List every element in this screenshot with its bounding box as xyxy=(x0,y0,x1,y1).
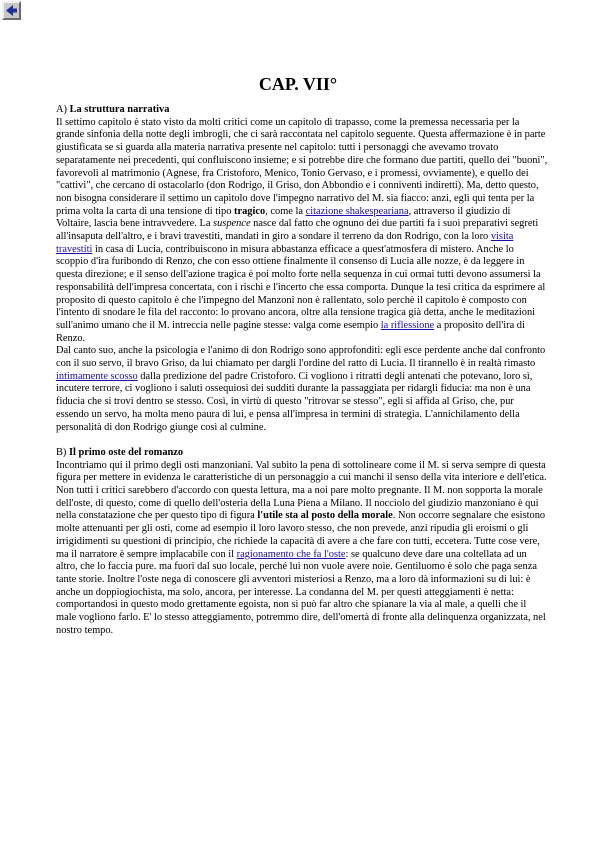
back-arrow-icon xyxy=(5,4,18,17)
text-run: a proposito dell'ira di Renzo. xyxy=(56,319,525,344)
text-run: Dal canto suo, anche la psicologia e l'animo di don Rodrigo sono approfonditi: egli esce perdente anche dal confronto con il suo servo, il bravo Griso, da lui chiamato per dargli l'ordine del ratto di Lucia. Il tirannello è in realtà rimasto xyxy=(56,345,546,370)
page-title: CAP. VII° xyxy=(258,74,338,94)
emphasis-suspence: suspence xyxy=(213,218,251,230)
section-a-heading xyxy=(56,104,548,117)
text-run: nasce dal fatto che ognuno dei due partiti fa i suoi preparativi segreti all'insaputa dell'altro, e i bravi travestiti, mandati in giro a sondare il terreno da don Rodrigo, con la loro xyxy=(56,218,539,243)
text-run: in casa di Lucia, contribuiscono in misura abbastanza efficace a quest'atmosfera di mistero. Anche lo scoppio d'ira furibondo di Renzo, che con esso ottiene finalmente il consenso di Lucia alle nozze, è da leggere in questa direzione; e il senso dell'azione tragica è poi molto forte nella sequenza in cui ormai tutti devono assumersi la responsabilità dell'impresa concertata, con i rischi e l'incerto che essa comporta. Dunque la tesi critica da esprimere al proposito di questo capitolo è che l'impegno del Manzoni non è rallentato, solo perchè il capitolo è composto con l'intento di snodare le fila del racconto: lo provano ancora, oltre alla tensione tragica già detta, anche le meditazioni sull'animo umano che il M. intreccia nelle pagine stesse: valga come esempio xyxy=(56,243,546,331)
section-b-paragraph-1 xyxy=(56,460,548,638)
section-b-letter: B) xyxy=(56,446,67,458)
back-button[interactable] xyxy=(2,1,21,20)
text-run: , come la xyxy=(265,205,306,217)
text-run: , attraverso il giudizio di Voltaire, lascia bene intravvedere. La xyxy=(56,205,511,230)
text-run: dalla predizione del padre Cristoforo. Ci vogliono i ritratti degli antenati che potevano, loro sì, incutere terrore, ci vogliono i saluti ossequiosi dei sudditi durante la passaggiata per ridargli fiducia: ma non è una fiducia che si trovi dentro se stesso. Così, in virtù di questo "ritrovar se stesso", egli si affida al Griso, che, pur essendo un servo, ha molta meno paura di lui, e pensa all'impresa in termini di strategia. L'annichilamento della personalità di don Rodrigo giunge così al culmine. xyxy=(56,370,533,433)
section-a-title: La struttura narrativa xyxy=(69,104,170,115)
link-visita-travestiti[interactable]: visita travestiti xyxy=(56,231,514,255)
link-ragionamento-oste[interactable]: ragionamento che fa l'oste xyxy=(236,548,346,560)
link-la-riflessione[interactable]: la riflessione xyxy=(380,319,435,331)
article-body xyxy=(56,104,548,638)
text-run: : se qualcuno deve dare una coltellata ad un altro, che lo faccia pure. ma fuori dal suo locale, perché lui non vuole avere noie. Gentiluomo è solo che paga senza tante storie. Inoltre l'oste nega di conoscere gli avventori misteriosi a Renzo, ma a loro dà informazioni su di lui: è anche un doppiogiochista, ma solo, ancora, per interesse. La condanna del M. per questi atteggiamenti è netta: comportandosi in questo modo grettamente egoista, non si può far altro che spianare la via al male, a quelli che il male vogliono farlo. E' lo stesso atteggiamento, potremmo dire, dell'omertà di fronte alla delinquenza organizzata, nel nostro tempo. xyxy=(56,548,546,636)
text-run: Incontriamo qui il primo degli osti manzoniani. Val subito la pena di sottolineare come il M. si serva sempre di questa figura per mettere in evidenza le caratteristiche di un personaggio a cui manchi il senso della vita interiore e dell'etica. Non tutti i critici sarebbero d'accordo con questa lettura, ma a noi pare molto pregnante. Il M. non sopporta la morale dell'oste, di questo, come di quello dell'osteria della Luna Piena a Milano. Il nocciolo del giudizio manzoniano è qui nella constatazione che per questo tipo di figura xyxy=(56,459,547,522)
section-a-paragraph-1 xyxy=(56,117,548,346)
section-spacer xyxy=(56,434,548,447)
text-run: . Non occorre segnalare che esistono molte attenuanti per gli osti, come ad esempio il loro lavoro stesso, che non prevede, anzi ripudia gli eroismi o gli irrigidimenti su questioni di principio, che richiede la capacità di avere a che fare con tutti, eccetera. Tutte cose vere, ma il narratore è sempre implacabile con il xyxy=(56,510,546,560)
text-run: Il settimo capitolo è stato visto da molti critici come un capitolo di trapasso, come la premessa necessaria per la grande sinfonia della notte degli imbrogli, che ci sarà raccontata nel capitolo seguente. Questa affermazione è in parte giustificata se si guarda alla materia narrativa presente nel capitolo: tutti i personaggi che avevamo trovato separatamente nei precedenti, qui confluiscono insieme; e si potrebbe dire che formano due partiti, quello dei "buoni", favorevoli al matrimonio (Agnese, fra Cristoforo, Menico, Tonio Gervaso, e i promessi, ovviamente), e quello dei "cattivi", che cercano di ostacolarlo (don Rodrigo, il Griso, don Abbondio e i conniventi indiretti). Ma, detto questo, non bisogna considerare il settimo un capitolo dove l'impegno narrativo del M. sia fiacco: anzi, egli qui tenta per la prima volta la carta di una tensione di tipo xyxy=(56,116,548,217)
link-citazione-shakespeariana[interactable]: citazione shakespeariana xyxy=(305,205,409,217)
section-b-title: Il primo oste del romanzo xyxy=(69,446,184,458)
link-intimamente-scosso[interactable]: intimamente scosso xyxy=(56,370,138,382)
emphasis-tragico: tragico xyxy=(234,205,266,217)
section-a-letter: A) xyxy=(56,104,67,115)
emphasis-utile-morale: l'utile sta al posto della morale xyxy=(257,510,393,522)
section-b-heading xyxy=(56,447,548,460)
section-a-paragraph-2 xyxy=(56,345,548,434)
